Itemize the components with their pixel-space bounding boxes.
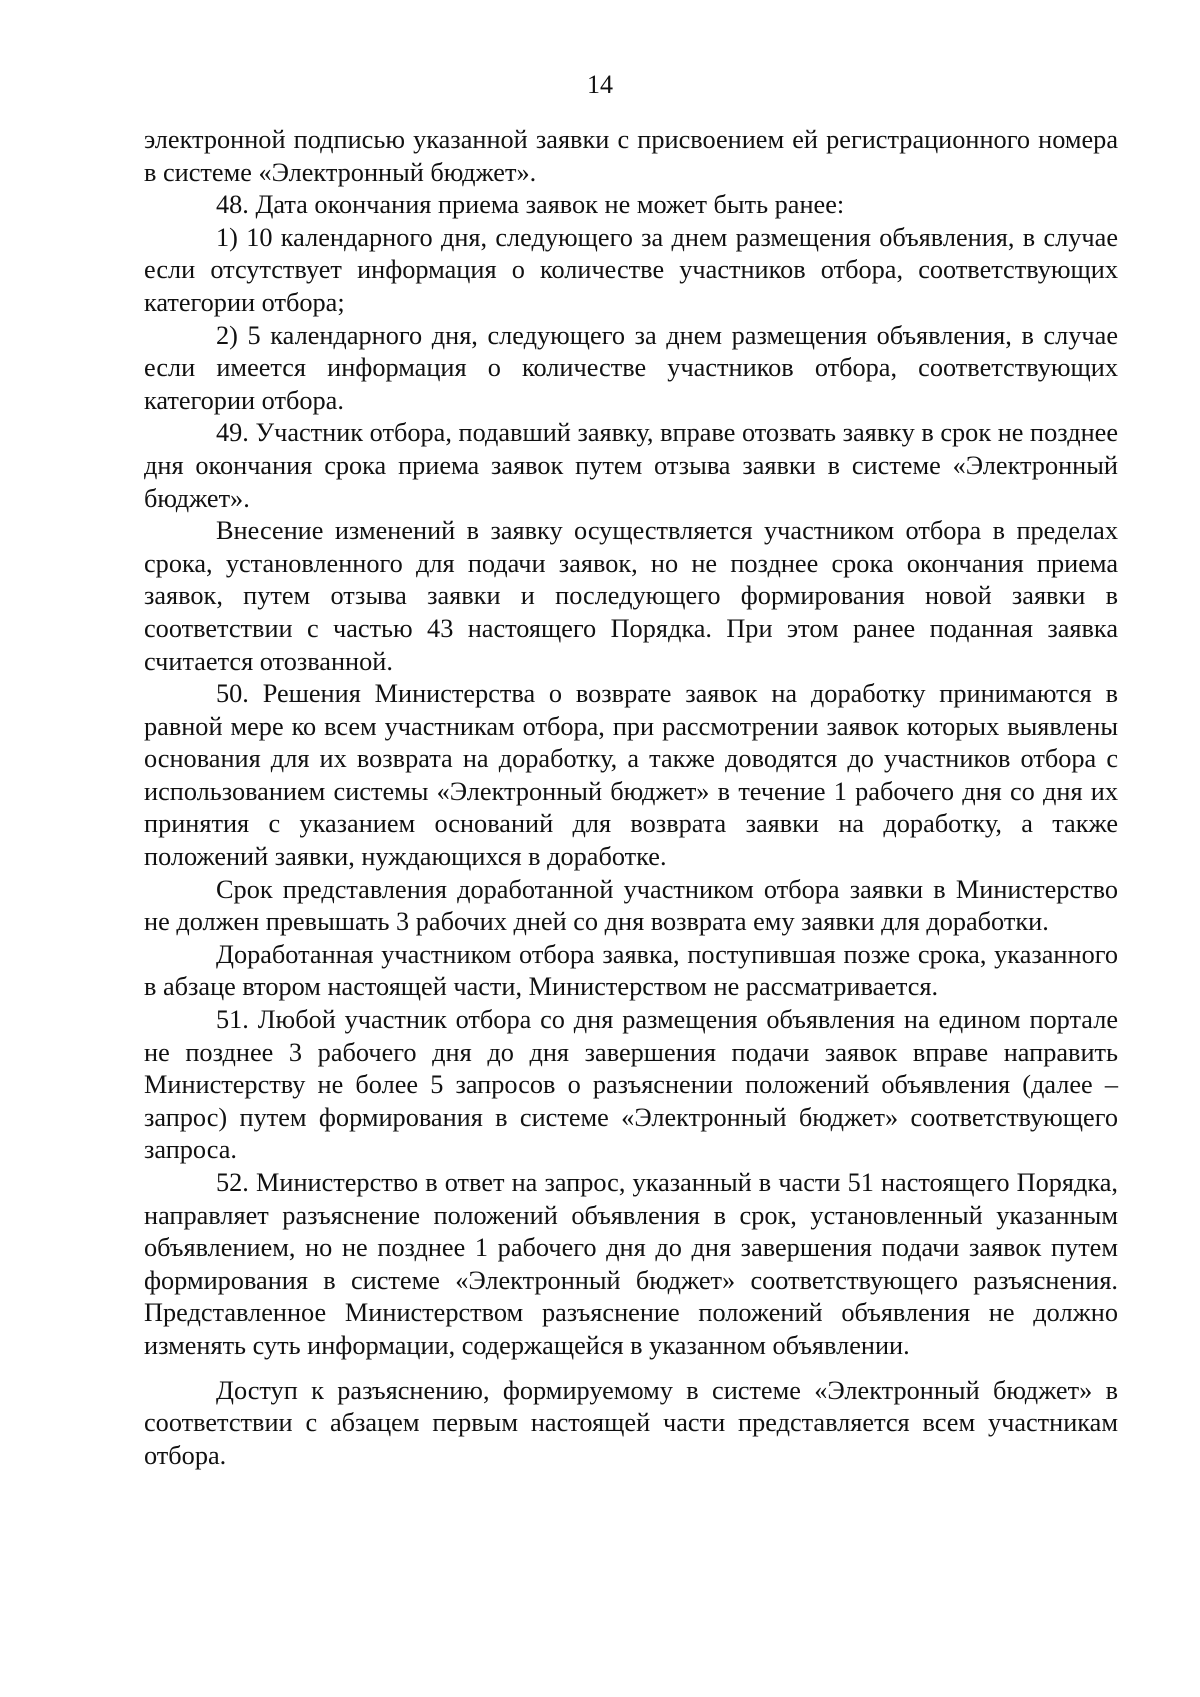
clause-49: 49. Участник отбора, подавший заявку, вправе отозвать заявку в срок не позднее дня окончания срока приема заявок путем отзыва заявки в системе «Электронный бюджет». (144, 418, 1118, 513)
clause-52: 52. Министерство в ответ на запрос, указанный в части 51 настоящего Порядка, направляет разъяснение положений объявления в срок, установленный указанным объявлением, но не позднее 1 рабочего дня до дня завершения подачи заявок путем формирования в системе «Электронный бюджет» соответствующего разъяснения. Представленное Министерством разъяснение положений объявления не должно изменять суть информации, содержащейся в указанном объявлении. (144, 1168, 1118, 1360)
clause-50-paragraph-2: Срок представления доработанной участником отбора заявки в Министерство не должен превышать 3 рабочих дней со дня возврата ему заявки для доработки. (144, 874, 1118, 937)
page-number: 14 (587, 70, 613, 99)
clause-48-item-1: 1) 10 календарного дня, следующего за днем размещения объявления, в случае если отсутствует информация о количестве участников отбора, соответствующих категории отбора; (144, 222, 1118, 317)
document-body (144, 124, 1118, 1472)
clause-48: 48. Дата окончания приема заявок не может быть ранее: (216, 190, 845, 220)
clause-52-paragraph-2: Доступ к разъяснению, формируемому в системе «Электронный бюджет» в соответствии с абзацем первым настоящей части представляется всем участникам отбора. (144, 1375, 1118, 1470)
clause-49-paragraph-2: Внесение изменений в заявку осуществляется участником отбора в пределах срока, установленного для подачи заявок, но не позднее срока окончания приема заявок, путем отзыва заявки и последующего формирования новой заявки в соответствии с частью 43 настоящего Порядка. При этом ранее поданная заявка считается отозванной. (144, 516, 1118, 676)
clause-50: 50. Решения Министерства о возврате заявок на доработку принимаются в равной мере ко всем участникам отбора, при рассмотрении заявок которых выявлены основания для их возврата на доработку, а также доводятся до участников отбора с использованием системы «Электронный бюджет» в течение 1 рабочего дня со дня их принятия с указанием оснований для возврата заявки на доработку, а также положений заявки, нуждающихся в доработке. (144, 679, 1118, 872)
clause-48-item-2: 2) 5 календарного дня, следующего за днем размещения объявления, в случае если имеется информация о количестве участников отбора, соответствующих категории отбора. (144, 320, 1118, 415)
clause-51: 51. Любой участник отбора со дня размещения объявления на едином портале не позднее 3 рабочего дня до дня завершения подачи заявок вправе направить Министерству не более 5 запросов о разъяснении положений объявления (далее – запрос) путем формирования в системе «Электронный бюджет» соответствующего запроса. (144, 1005, 1118, 1165)
clause-50-paragraph-3: Доработанная участником отбора заявка, поступившая позже срока, указанного в абзаце втором настоящей части, Министерством не рассматривается. (144, 939, 1118, 1002)
paragraph-continuation: электронной подписью указанной заявки с присвоением ей регистрационного номера в системе «Электронный бюджет». (144, 125, 1118, 187)
